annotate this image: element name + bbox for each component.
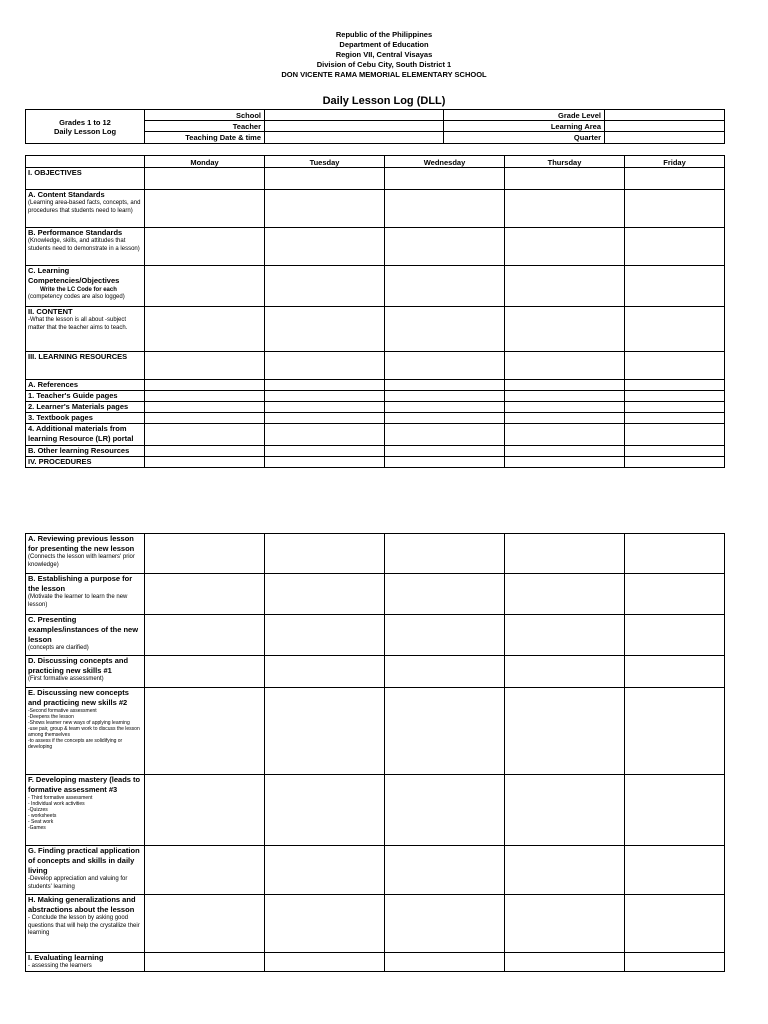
day-entry-cell[interactable]	[625, 424, 725, 446]
day-entry-cell[interactable]	[505, 457, 625, 468]
day-entry-cell[interactable]	[385, 402, 505, 413]
row-label-cell	[26, 266, 145, 307]
day-entry-cell[interactable]	[265, 402, 385, 413]
day-entry-cell[interactable]	[385, 953, 505, 972]
document-header	[0, 30, 768, 80]
day-entry-cell[interactable]	[625, 228, 725, 266]
day-entry-cell[interactable]	[625, 168, 725, 190]
row-subtitle: Write the LC Code for each	[40, 287, 117, 293]
row-label-cell	[26, 402, 145, 413]
day-entry-cell[interactable]	[505, 266, 625, 307]
day-entry-cell[interactable]	[505, 953, 625, 972]
day-header: Thursday	[505, 156, 625, 168]
day-entry-cell[interactable]	[385, 446, 505, 457]
day-entry-cell[interactable]	[265, 380, 385, 391]
day-entry-cell[interactable]	[145, 307, 265, 352]
row-description: (Connects the lesson with learners' prior knowledge)	[28, 554, 135, 568]
day-entry-cell[interactable]	[265, 228, 385, 266]
day-entry-cell[interactable]	[385, 457, 505, 468]
day-entry-cell[interactable]	[505, 413, 625, 424]
grades-cell	[26, 110, 145, 144]
day-entry-cell[interactable]	[625, 656, 725, 688]
row-title: A. Content Standards	[28, 190, 105, 199]
day-entry-cell[interactable]	[505, 688, 625, 775]
teacher-label: Teacher	[145, 121, 265, 132]
day-entry-cell[interactable]	[505, 534, 625, 574]
quarter-label: Quarter	[444, 132, 605, 144]
day-entry-cell[interactable]	[265, 307, 385, 352]
row-description: -What the lesson is all about -subject matter that the teacher aims to teach.	[28, 317, 128, 331]
day-entry-cell[interactable]	[145, 190, 265, 228]
day-entry-cell[interactable]	[625, 895, 725, 953]
day-entry-cell[interactable]	[625, 775, 725, 846]
table-row	[26, 266, 725, 307]
day-entry-cell[interactable]	[145, 266, 265, 307]
row-title: II. CONTENT	[28, 307, 73, 316]
day-entry-cell[interactable]	[505, 656, 625, 688]
row-title: B. Other learning Resources	[28, 446, 130, 455]
day-entry-cell[interactable]	[385, 391, 505, 402]
day-entry-cell[interactable]	[385, 656, 505, 688]
quarter-value[interactable]	[605, 132, 725, 144]
day-entry-cell[interactable]	[265, 424, 385, 446]
header-division: Division of Cebu City, South District 1	[316, 60, 452, 69]
row-label-cell	[26, 413, 145, 424]
day-entry-cell[interactable]	[625, 190, 725, 228]
row-bullet: -to assess if the concepts are solidifying or developing	[28, 738, 123, 750]
row-title: I. OBJECTIVES	[28, 168, 82, 177]
row-label-cell	[26, 895, 145, 953]
row-bullet: - Third formative assessment	[28, 795, 93, 801]
row-label-cell	[26, 615, 145, 656]
row-label-cell	[26, 846, 145, 895]
day-entry-cell[interactable]	[265, 446, 385, 457]
day-entry-cell[interactable]	[265, 352, 385, 380]
day-entry-cell[interactable]	[625, 846, 725, 895]
day-entry-cell[interactable]	[265, 190, 385, 228]
day-entry-cell[interactable]	[505, 402, 625, 413]
grade-level-label: Grade Level	[444, 110, 605, 121]
day-header: Tuesday	[265, 156, 385, 168]
school-value[interactable]	[265, 110, 444, 121]
day-entry-cell[interactable]	[145, 688, 265, 775]
row-label-cell	[26, 457, 145, 468]
row-description: (Motivate the learner to learn the new lesson)	[28, 594, 128, 608]
row-label-cell	[26, 168, 145, 190]
header-department: Department of Education	[339, 40, 429, 49]
day-entry-cell[interactable]	[145, 413, 265, 424]
row-label-cell	[26, 953, 145, 972]
day-entry-cell[interactable]	[505, 380, 625, 391]
school-label: School	[145, 110, 265, 121]
day-entry-cell[interactable]	[265, 895, 385, 953]
day-entry-cell[interactable]	[385, 688, 505, 775]
day-entry-cell[interactable]	[265, 391, 385, 402]
table-row	[26, 307, 725, 352]
procedures-table	[25, 533, 725, 972]
table-row	[26, 168, 725, 190]
day-entry-cell[interactable]	[265, 615, 385, 656]
day-entry-cell[interactable]	[505, 446, 625, 457]
row-label-cell	[26, 574, 145, 615]
day-entry-cell[interactable]	[385, 380, 505, 391]
day-entry-cell[interactable]	[145, 895, 265, 953]
row-description: (First formative assessment)	[28, 676, 104, 682]
day-entry-cell[interactable]	[385, 574, 505, 615]
day-entry-cell[interactable]	[265, 457, 385, 468]
row-title: IV. PROCEDURES	[28, 457, 92, 466]
row-description: (Learning area-based facts, concepts, and procedures that students need to learn)	[28, 200, 141, 214]
day-entry-cell[interactable]	[385, 413, 505, 424]
day-entry-cell[interactable]	[385, 895, 505, 953]
day-entry-cell[interactable]	[505, 574, 625, 615]
day-entry-cell[interactable]	[625, 391, 725, 402]
row-title: A. References	[28, 380, 79, 389]
day-entry-cell[interactable]	[505, 168, 625, 190]
day-entry-cell[interactable]	[145, 534, 265, 574]
table-row	[26, 446, 725, 457]
row-title: 4. Additional materials from learning Resource (LR) portal	[28, 424, 134, 443]
day-entry-cell[interactable]	[145, 380, 265, 391]
day-entry-cell[interactable]	[385, 307, 505, 352]
day-entry-cell[interactable]	[265, 656, 385, 688]
row-title: F. Developing mastery (leads to formative assessment #3	[28, 775, 141, 794]
row-label-cell	[26, 190, 145, 228]
day-entry-cell[interactable]	[625, 615, 725, 656]
day-entry-cell[interactable]	[145, 228, 265, 266]
day-entry-cell[interactable]	[145, 352, 265, 380]
table-row	[26, 228, 725, 266]
day-entry-cell[interactable]	[145, 402, 265, 413]
corner-cell	[26, 156, 145, 168]
row-label-cell	[26, 688, 145, 775]
table-row	[26, 688, 725, 775]
day-entry-cell[interactable]	[145, 574, 265, 615]
day-entry-cell[interactable]	[505, 352, 625, 380]
day-entry-cell[interactable]	[625, 534, 725, 574]
learning-area-label: Learning Area	[444, 121, 605, 132]
day-entry-cell[interactable]	[265, 413, 385, 424]
day-entry-cell[interactable]	[625, 446, 725, 457]
row-title: E. Discussing new concepts and practicing new skills #2	[28, 688, 129, 707]
row-title: C. Presenting examples/instances of the new lesson	[28, 615, 139, 644]
learning-area-value[interactable]	[605, 121, 725, 132]
row-title: G. Finding practical application of concepts and skills in daily living	[28, 846, 140, 875]
day-entry-cell[interactable]	[145, 615, 265, 656]
grade-level-value[interactable]	[605, 110, 725, 121]
day-entry-cell[interactable]	[505, 775, 625, 846]
row-title: B. Performance Standards	[28, 228, 123, 237]
day-entry-cell[interactable]	[625, 953, 725, 972]
day-entry-cell[interactable]	[145, 457, 265, 468]
row-description: (concepts are clarified)	[28, 645, 89, 651]
table-row	[26, 615, 725, 656]
day-entry-cell[interactable]	[265, 534, 385, 574]
day-entry-cell[interactable]	[145, 424, 265, 446]
day-header: Friday	[625, 156, 725, 168]
row-description: - assessing the learners	[28, 963, 92, 969]
row-title: 2. Learner's Materials pages	[28, 402, 129, 411]
header-republic: Republic of the Philippines	[335, 30, 433, 39]
day-entry-cell[interactable]	[265, 775, 385, 846]
table-row	[26, 953, 725, 972]
table-row	[26, 846, 725, 895]
table-row	[26, 534, 725, 574]
table-row	[26, 413, 725, 424]
row-title: A. Reviewing previous lesson for presenting the new lesson	[28, 534, 135, 553]
row-label-cell	[26, 534, 145, 574]
row-bullet: -Shows learner new ways of applying learning	[28, 720, 130, 726]
day-entry-cell[interactable]	[385, 424, 505, 446]
row-label-cell	[26, 380, 145, 391]
day-entry-cell[interactable]	[505, 391, 625, 402]
day-entry-cell[interactable]	[385, 168, 505, 190]
row-title: 3. Textbook pages	[28, 413, 93, 422]
day-entry-cell[interactable]	[625, 402, 725, 413]
teaching-date-label: Teaching Date & time	[145, 132, 265, 144]
row-title: B. Establishing a purpose for the lesson	[28, 574, 133, 593]
header-school: DON VICENTE RAMA MEMORIAL ELEMENTARY SCHOOL	[281, 70, 487, 79]
day-entry-cell[interactable]	[145, 168, 265, 190]
row-bullet: -Quizzes	[28, 807, 48, 813]
row-title: III. LEARNING RESOURCES	[28, 352, 128, 361]
day-entry-cell[interactable]	[145, 846, 265, 895]
day-entry-cell[interactable]	[505, 307, 625, 352]
day-entry-cell[interactable]	[625, 307, 725, 352]
row-bullet: -Games	[28, 825, 46, 831]
row-description: -Develop appreciation and valuing for students' learning	[28, 876, 128, 890]
row-label-cell	[26, 352, 145, 380]
day-entry-cell[interactable]	[385, 775, 505, 846]
header-region: Region VII, Central Visayas	[335, 50, 433, 59]
day-entry-cell[interactable]	[625, 688, 725, 775]
table-row	[26, 402, 725, 413]
day-entry-cell[interactable]	[145, 953, 265, 972]
table-row	[26, 380, 725, 391]
table-row	[26, 391, 725, 402]
day-entry-cell[interactable]	[625, 457, 725, 468]
day-entry-cell[interactable]	[625, 413, 725, 424]
table-row	[26, 775, 725, 846]
row-description: (Knowledge, skills, and attitudes that students need to demonstrate in a lesson)	[28, 238, 140, 252]
objectives-table	[25, 155, 725, 468]
row-title: C. Learning Competencies/Objectives	[28, 266, 120, 285]
day-entry-cell[interactable]	[385, 534, 505, 574]
row-title: 1. Teacher's Guide pages	[28, 391, 118, 400]
table-row	[26, 656, 725, 688]
day-entry-cell[interactable]	[505, 190, 625, 228]
row-label-cell	[26, 424, 145, 446]
day-entry-cell[interactable]	[265, 168, 385, 190]
row-bullet: - Seat work	[28, 819, 54, 825]
day-entry-cell[interactable]	[265, 953, 385, 972]
day-entry-cell[interactable]	[265, 688, 385, 775]
row-label-cell	[26, 228, 145, 266]
row-bullet: - Individual work activities	[28, 801, 85, 807]
table-row	[26, 190, 725, 228]
day-entry-cell[interactable]	[625, 352, 725, 380]
day-header: Monday	[145, 156, 265, 168]
day-entry-cell[interactable]	[625, 380, 725, 391]
day-entry-cell[interactable]	[385, 846, 505, 895]
row-title: I. Evaluating learning	[28, 953, 104, 962]
day-entry-cell[interactable]	[625, 266, 725, 307]
day-entry-cell[interactable]	[145, 391, 265, 402]
row-bullet: - worksheets	[28, 813, 57, 819]
day-entry-cell[interactable]	[385, 615, 505, 656]
table-row	[26, 574, 725, 615]
row-label-cell	[26, 391, 145, 402]
table-row	[26, 895, 725, 953]
row-bullet: -Second formative assessment	[28, 708, 97, 714]
table-row	[26, 457, 725, 468]
day-entry-cell[interactable]	[625, 574, 725, 615]
table-row	[26, 352, 725, 380]
teacher-value[interactable]	[265, 121, 444, 132]
row-description: (competency codes are also logged)	[28, 294, 125, 300]
day-entry-cell[interactable]	[145, 446, 265, 457]
day-entry-cell[interactable]	[505, 846, 625, 895]
day-entry-cell[interactable]	[265, 574, 385, 615]
row-title: H. Making generalizations and abstractions about the lesson	[28, 895, 136, 914]
day-entry-cell[interactable]	[505, 615, 625, 656]
page-title: Daily Lesson Log (DLL)	[322, 95, 446, 107]
day-entry-cell[interactable]	[505, 228, 625, 266]
day-entry-cell[interactable]	[265, 846, 385, 895]
row-label-cell	[26, 307, 145, 352]
day-entry-cell[interactable]	[265, 266, 385, 307]
day-entry-cell[interactable]	[385, 228, 505, 266]
day-entry-cell[interactable]	[385, 352, 505, 380]
table-row	[26, 424, 725, 446]
day-entry-cell[interactable]	[505, 895, 625, 953]
row-label-cell	[26, 446, 145, 457]
row-label-cell	[26, 775, 145, 846]
day-entry-cell[interactable]	[385, 190, 505, 228]
row-bullet: -use pair, group & team work to discuss the lesson among themselves	[28, 726, 140, 738]
day-entry-cell[interactable]	[385, 266, 505, 307]
row-description: - Conclude the lesson by asking good questions that will help the crystallize their learning	[28, 915, 140, 936]
day-entry-cell[interactable]	[145, 656, 265, 688]
day-header: Wednesday	[385, 156, 505, 168]
teaching-date-value[interactable]	[265, 132, 444, 144]
row-title: D. Discussing concepts and practicing new skills #1	[28, 656, 129, 675]
grades-label: Grades 1 to 12	[59, 117, 111, 127]
row-bullet: -Deepens the lesson	[28, 714, 74, 720]
day-entry-cell[interactable]	[145, 775, 265, 846]
dll-label: Daily Lesson Log	[53, 126, 117, 136]
day-entry-cell[interactable]	[505, 424, 625, 446]
info-table	[25, 109, 725, 144]
row-label-cell	[26, 656, 145, 688]
